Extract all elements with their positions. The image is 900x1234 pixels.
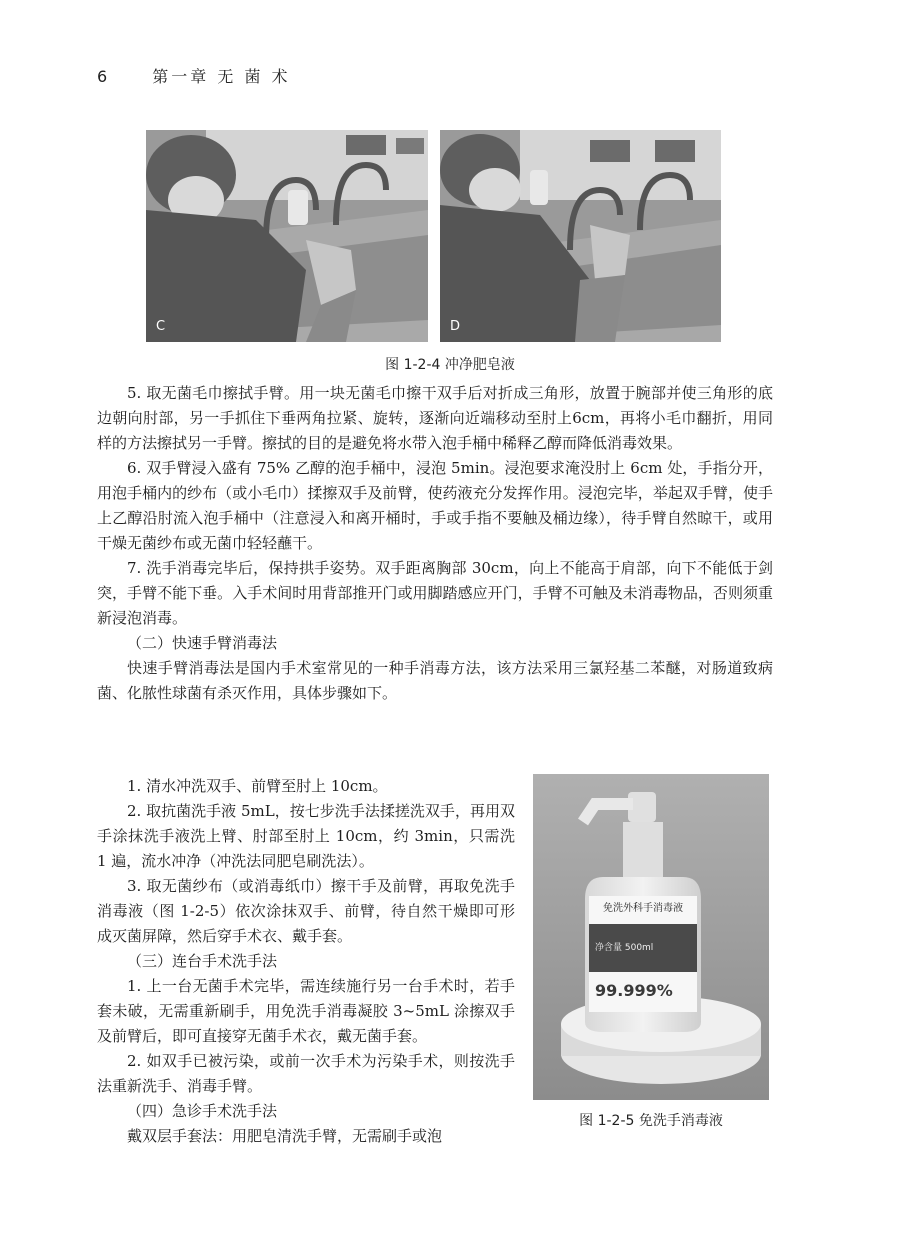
paragraph: 2. 如双手已被污染，或前一次手术为污染手术，则按洗手法重新洗手、消毒手臂。: [97, 1052, 515, 1095]
scrub-sink-photo-c: [146, 130, 428, 342]
scrub-sink-photo-d: [440, 130, 721, 342]
bottle-label-volume: 净含量 500ml: [595, 943, 654, 953]
paragraph: 快速手臂消毒法是国内手术室常见的一种手消毒方法，该方法采用三氯羟基二苯醚，对肠道致病菌、化脓性球菌有杀灭作用，具体步骤如下。: [97, 659, 773, 702]
bottle-label-percent: 99.999%: [595, 981, 673, 1000]
panel-label-d: D: [450, 319, 461, 334]
paragraph: 1. 上一台无菌手术完毕，需连续施行另一台手术时，若手套未破，无需重新刷手，用免洗手消毒凝胶 3~5mL 涂擦双手及前臂后，即可直接穿无菌手术衣，戴无菌手套。: [97, 977, 515, 1045]
paragraph: 6. 双手臂浸入盛有 75% 乙醇的泡手桶中，浸泡 5min。浸泡要求淹没肘上 6cm 处，手指分开，用泡手桶内的纱布（或小毛巾）揉擦双手及前臂，使药液充分发挥作用。浸泡完毕，举起双手臂，使手上乙醇沿肘流入泡手桶中（注意浸入和离开桶时，手或手指不要触及桶边缘），待手臂自然晾干，或用干燥无菌纱布或无菌巾轻轻蘸干。: [97, 459, 773, 552]
page-number: 6: [97, 67, 108, 86]
running-header: [97, 64, 291, 87]
section-heading: （三）连台手术洗手法: [127, 952, 278, 970]
figure-1-2-4-panel-d: [440, 130, 721, 342]
paragraph: 戴双层手套法：用肥皂清洗手臂，无需刷手或泡: [127, 1127, 443, 1145]
bottle-label-title: 免洗外科手消毒液: [603, 903, 683, 914]
figure-1-2-4-panel-c: [146, 130, 428, 342]
figure-1-2-5-caption: 图 1-2-5 免洗手消毒液: [579, 1113, 723, 1129]
chapter-title: 第一章 无 菌 术: [152, 67, 291, 86]
paragraph: 7. 洗手消毒完毕后，保持拱手姿势。双手距离胸部 30cm，向上不能高于肩部，向下不能低于剑突，手臂不能下垂。入手术间时用背部推开门或用脚踏感应开门，手臂不可触及未消毒物品，否则须重新浸泡消毒。: [97, 559, 773, 627]
section-heading: （二）快速手臂消毒法: [127, 634, 278, 652]
sanitizer-bottle-photo: [533, 774, 769, 1100]
section-heading: （四）急诊手术洗手法: [127, 1102, 278, 1120]
body-text-upper: [97, 381, 773, 706]
paragraph: 2. 取抗菌洗手液 5mL，按七步洗手法揉搓洗双手，再用双手涂抹洗手液洗上臂、肘部至肘上 10cm，约 3min，只需洗 1 遍，流水冲净（冲洗法同肥皂刷洗法）。: [97, 802, 515, 870]
panel-label-c: C: [156, 319, 166, 334]
paragraph: 3. 取无菌纱布（或消毒纸巾）擦干手及前臂，再取免洗手消毒液（图 1-2-5）依次涂抹双手、前臂，待自然干燥即可形成灭菌屏障，然后穿手术衣、戴手套。: [97, 877, 515, 945]
body-text-lower: [97, 774, 515, 1149]
paragraph: 5. 取无菌毛巾擦拭手臂。用一块无菌毛巾擦干双手后对折成三角形，放置于腕部并使三角形的底边朝向肘部，另一手抓住下垂两角拉紧、旋转，逐渐向近端移动至肘上6cm，再将小毛巾翻折，用同样的方法擦拭另一手臂。擦拭的目的是避免将水带入泡手桶中稀释乙醇而降低消毒效果。: [97, 384, 773, 452]
paragraph: 1. 清水冲洗双手、前臂至肘上 10cm。: [127, 777, 388, 795]
figure-1-2-4-caption: 图 1-2-4 冲净肥皂液: [385, 357, 515, 373]
figure-1-2-5-photo: [533, 774, 769, 1100]
